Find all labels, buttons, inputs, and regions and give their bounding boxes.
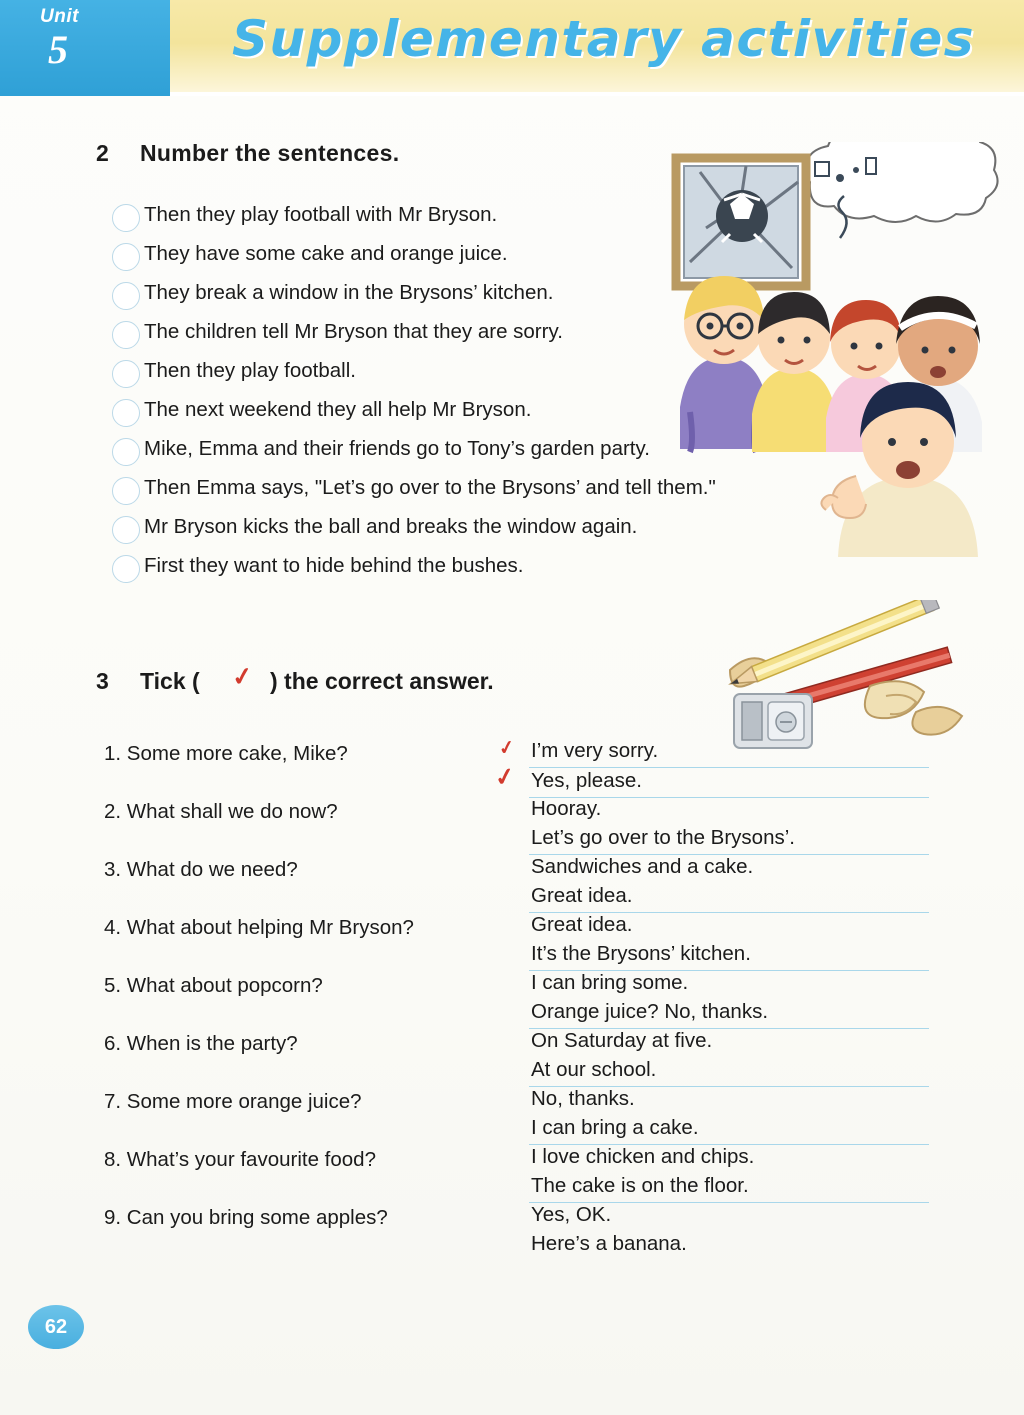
exercise-2-number: 2 bbox=[96, 140, 109, 166]
sentence-text: First they want to hide behind the bushes. bbox=[144, 554, 524, 577]
list-item[interactable] bbox=[112, 434, 872, 473]
answer-bubble[interactable] bbox=[112, 516, 140, 544]
answer-bubble[interactable] bbox=[112, 438, 140, 466]
answer-group bbox=[529, 854, 929, 913]
answer-option[interactable] bbox=[529, 1028, 929, 1057]
answer-text: On Saturday at five. bbox=[531, 1029, 713, 1052]
list-item bbox=[104, 796, 934, 854]
answer-option[interactable] bbox=[529, 999, 929, 1029]
list-item bbox=[104, 970, 934, 1028]
list-item[interactable] bbox=[112, 551, 872, 590]
list-item bbox=[104, 1086, 934, 1144]
exercise-3-number: 3 bbox=[96, 668, 109, 694]
list-item[interactable] bbox=[112, 473, 872, 512]
sentence-text: The next weekend they all help Mr Bryson. bbox=[144, 398, 532, 421]
list-item[interactable] bbox=[112, 512, 872, 551]
answer-text: Sandwiches and a cake. bbox=[531, 855, 754, 878]
answer-group bbox=[492, 736, 929, 798]
answer-text: I’m very sorry. bbox=[531, 739, 659, 762]
sentence-text: They break a window in the Brysons’ kitchen. bbox=[144, 281, 554, 304]
list-item bbox=[104, 1028, 934, 1086]
question-text: 5. What about popcorn? bbox=[104, 974, 323, 997]
answer-option[interactable] bbox=[529, 970, 929, 999]
answer-bubble[interactable] bbox=[112, 321, 140, 349]
answer-text: Here’s a banana. bbox=[531, 1232, 687, 1255]
exercise-3-title-start: Tick ( bbox=[140, 668, 200, 694]
answer-option[interactable] bbox=[529, 1202, 929, 1231]
unit-number: 5 bbox=[48, 27, 68, 72]
answer-group bbox=[529, 1202, 929, 1260]
list-item[interactable] bbox=[112, 239, 872, 278]
answer-option[interactable] bbox=[529, 1231, 929, 1260]
answer-bubble[interactable] bbox=[112, 204, 140, 232]
check-icon: ✓ bbox=[230, 661, 255, 693]
answer-option[interactable] bbox=[529, 796, 929, 825]
answer-option[interactable] bbox=[529, 912, 929, 941]
sentence-text: They have some cake and orange juice. bbox=[144, 242, 508, 265]
list-item[interactable] bbox=[112, 278, 872, 317]
answer-text: Orange juice? No, thanks. bbox=[531, 1000, 769, 1023]
question-text: 7. Some more orange juice? bbox=[104, 1090, 362, 1113]
page-title: Supplementary activities bbox=[232, 10, 976, 68]
check-icon: ✓ bbox=[492, 762, 518, 793]
sentence-text: Mr Bryson kicks the ball and breaks the window again. bbox=[144, 515, 638, 538]
sentence-text: The children tell Mr Bryson that they are sorry. bbox=[144, 320, 563, 343]
answer-group bbox=[529, 970, 929, 1029]
sentence-text: Then they play football with Mr Bryson. bbox=[144, 203, 498, 226]
unit-badge bbox=[0, 0, 170, 96]
exercise-2-title: Number the sentences. bbox=[140, 140, 400, 166]
answer-option[interactable] bbox=[529, 825, 929, 855]
answer-text: Yes, OK. bbox=[531, 1203, 612, 1226]
header-band-edge bbox=[170, 92, 1024, 96]
answer-text: No, thanks. bbox=[531, 1087, 635, 1110]
answer-text: Yes, please. bbox=[531, 769, 642, 792]
answer-text: Great idea. bbox=[531, 884, 633, 907]
sentence-text: Then they play football. bbox=[144, 359, 356, 382]
answer-text: At our school. bbox=[531, 1058, 657, 1081]
answer-option[interactable] bbox=[529, 1144, 929, 1173]
answer-group bbox=[529, 796, 929, 855]
answer-group bbox=[529, 1144, 929, 1203]
question-text: 6. When is the party? bbox=[104, 1032, 298, 1055]
question-text: 1. Some more cake, Mike? bbox=[104, 742, 348, 765]
answer-option[interactable] bbox=[529, 1115, 929, 1145]
answer-text: I love chicken and chips. bbox=[531, 1145, 755, 1168]
answer-bubble[interactable] bbox=[112, 282, 140, 310]
question-text: 4. What about helping Mr Bryson? bbox=[104, 916, 414, 939]
answer-text: The cake is on the floor. bbox=[531, 1174, 749, 1197]
list-item bbox=[104, 854, 934, 912]
list-item bbox=[104, 1144, 934, 1202]
answer-bubble[interactable] bbox=[112, 243, 140, 271]
exercise-2-sentence-list bbox=[112, 200, 872, 590]
sentence-text: Mike, Emma and their friends go to Tony’s garden party. bbox=[144, 437, 650, 460]
list-item bbox=[104, 912, 934, 970]
answer-text: Let’s go over to the Brysons’. bbox=[531, 826, 795, 849]
list-item[interactable] bbox=[112, 317, 872, 356]
list-item bbox=[104, 738, 934, 796]
unit-label: Unit bbox=[40, 6, 79, 27]
answer-group bbox=[529, 1028, 929, 1087]
exercise-3-title-end: ) the correct answer. bbox=[270, 668, 494, 694]
list-item[interactable] bbox=[112, 356, 872, 395]
answer-bubble[interactable] bbox=[112, 360, 140, 388]
answer-option[interactable] bbox=[529, 1086, 929, 1115]
answer-option[interactable] bbox=[529, 1173, 929, 1203]
answer-group bbox=[529, 912, 929, 971]
list-item[interactable] bbox=[112, 200, 872, 239]
page-number: 62 bbox=[28, 1305, 84, 1349]
answer-text: I can bring a cake. bbox=[531, 1116, 699, 1139]
answer-option[interactable] bbox=[529, 1057, 929, 1087]
answer-option[interactable] bbox=[497, 736, 929, 768]
answer-bubble[interactable] bbox=[112, 555, 140, 583]
answer-bubble[interactable] bbox=[112, 477, 140, 505]
question-text: 8. What’s your favourite food? bbox=[104, 1148, 376, 1171]
question-text: 2. What shall we do now? bbox=[104, 800, 338, 823]
answer-text: I can bring some. bbox=[531, 971, 689, 994]
list-item bbox=[104, 1202, 934, 1260]
question-text: 3. What do we need? bbox=[104, 858, 298, 881]
answer-bubble[interactable] bbox=[112, 399, 140, 427]
answer-group bbox=[529, 1086, 929, 1145]
answer-text: Hooray. bbox=[531, 797, 602, 820]
answer-option[interactable] bbox=[529, 883, 929, 913]
check-icon: ✓ bbox=[497, 736, 517, 761]
sentence-text: Then Emma says, "Let’s go over to the Brysons’ and tell them." bbox=[144, 476, 716, 499]
question-text: 9. Can you bring some apples? bbox=[104, 1206, 388, 1229]
list-item[interactable] bbox=[112, 395, 872, 434]
answer-option[interactable] bbox=[492, 762, 929, 798]
exercise-3-question-list bbox=[104, 738, 934, 1260]
answer-option[interactable] bbox=[529, 941, 929, 971]
answer-text: It’s the Brysons’ kitchen. bbox=[531, 942, 751, 965]
answer-option[interactable] bbox=[529, 854, 929, 883]
answer-text: Great idea. bbox=[531, 913, 633, 936]
page-header bbox=[0, 0, 1024, 96]
